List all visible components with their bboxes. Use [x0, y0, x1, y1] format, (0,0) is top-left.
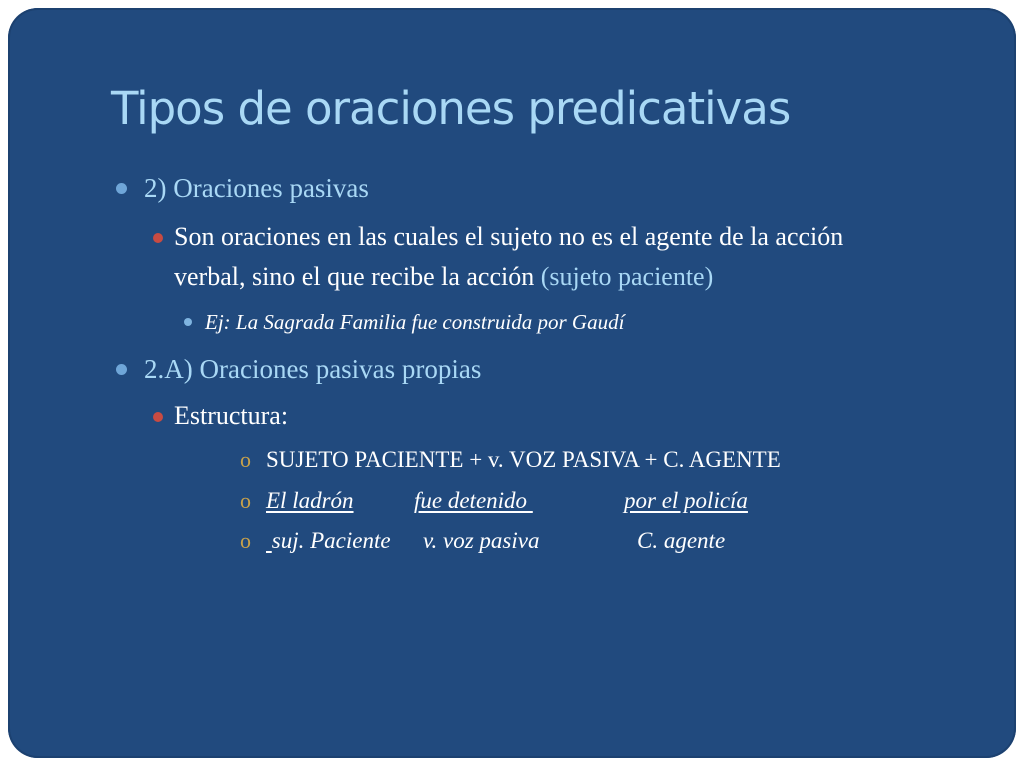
- label-agent: C. agente: [637, 528, 726, 553]
- label-subject: [266, 528, 391, 554]
- definition-line-2: [174, 262, 713, 292]
- example-sentence: Ej: La Sagrada Familia fue construida por Gaudí: [205, 310, 625, 334]
- definition-accent: (sujeto paciente): [540, 262, 714, 291]
- bullet-dot-icon: [184, 318, 192, 326]
- circle-marker-icon: o: [240, 528, 251, 553]
- example-agent: por el policía: [624, 488, 748, 513]
- example-subject: El ladrón: [266, 488, 354, 513]
- label-verb: v. voz pasiva: [423, 528, 540, 553]
- circle-marker-icon: o: [240, 447, 251, 472]
- slide-title: Tipos de oraciones predicativas: [111, 82, 791, 135]
- definition-text: verbal, sino el que recibe la acción: [174, 262, 541, 291]
- label-subject-text: suj. Paciente: [271, 528, 391, 553]
- structure-formula: SUJETO PACIENTE + v. VOZ PASIVA + C. AGENTE: [266, 447, 781, 472]
- bullet-pasivas-propias: 2.A) Oraciones pasivas propias: [144, 354, 482, 384]
- bullet-dot-icon: [116, 364, 127, 375]
- bullet-oraciones-pasivas: 2) Oraciones pasivas: [144, 173, 369, 203]
- bullet-dot-icon: [153, 412, 163, 422]
- estructura-label: Estructura:: [174, 401, 289, 430]
- example-verb: fue detenido: [414, 488, 533, 513]
- bullet-dot-icon: [116, 183, 127, 194]
- bullet-dot-icon: [153, 233, 163, 243]
- definition-line-1: Son oraciones en las cuales el sujeto no es el agente de la acción: [174, 222, 844, 251]
- circle-marker-icon: o: [240, 488, 251, 513]
